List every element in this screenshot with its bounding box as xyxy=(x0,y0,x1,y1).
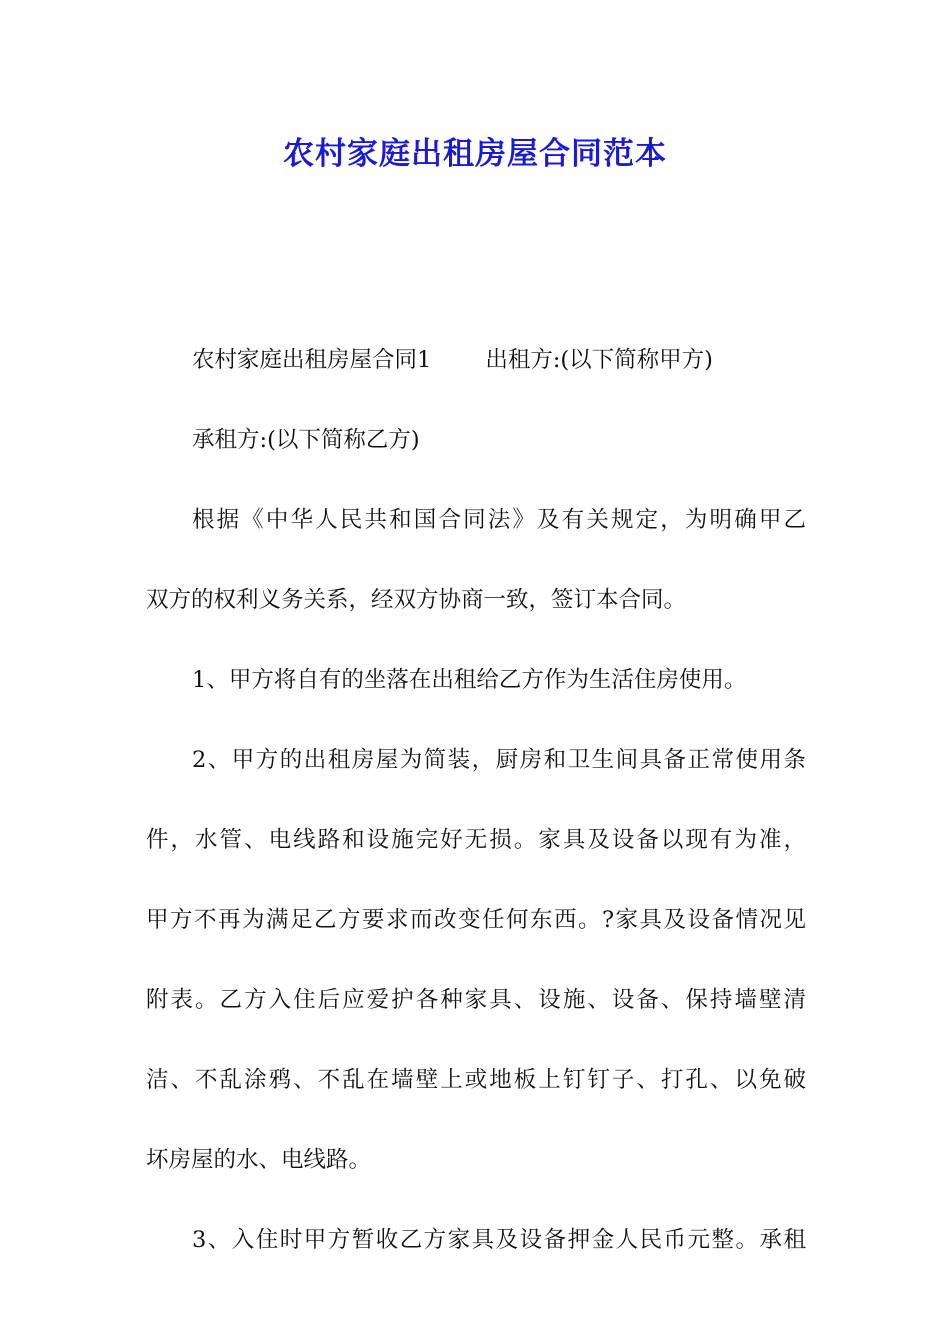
intro-line xyxy=(146,340,806,380)
lessee-paragraph xyxy=(146,420,806,460)
paragraph-line: 根据《中华人民共和国合同法》及有关规定，为明确甲乙 xyxy=(192,507,806,533)
document-body xyxy=(146,340,806,1260)
lessee-line: 承租方:(以下简称乙方) xyxy=(192,427,420,453)
paragraph-line: 洁、不乱涂鸦、不乱在墙壁上或地板上钉钉子、打孔、以免破 xyxy=(146,1067,806,1093)
clause-2 xyxy=(146,740,806,1180)
document-title: 农村家庭出租房屋合同范本 xyxy=(283,136,667,172)
paragraph-line: 坏房屋的水、电线路。 xyxy=(146,1147,372,1173)
paragraph-line: 3、入住时甲方暂收乙方家具及设备押金人民币元整。承租 xyxy=(192,1227,806,1253)
contract-number-heading: 农村家庭出租房屋合同1 xyxy=(192,347,432,373)
paragraph-line: 甲方不再为满足乙方要求而改变任何东西。?家具及设备情况见 xyxy=(146,907,806,933)
intro-paragraph xyxy=(146,340,806,380)
paragraph-line: 2、甲方的出租房屋为简装，厨房和卫生间具备正常使用条 xyxy=(192,747,806,773)
clause-3 xyxy=(146,1220,806,1260)
paragraph-line: 双方的权利义务关系，经双方协商一致，签订本合同。 xyxy=(146,587,687,613)
paragraph-line: 附表。乙方入住后应爱护各种家具、设施、设备、保持墙壁清 xyxy=(146,987,806,1013)
paragraph-line: 件，水管、电线路和设施完好无损。家具及设备以现有为准， xyxy=(146,827,806,853)
clause-1 xyxy=(146,660,806,700)
paragraph-line: 1、甲方将自有的坐落在出租给乙方作为生活住房使用。 xyxy=(192,667,747,693)
lessor-line: 出租方:(以下简称甲方) xyxy=(485,347,713,373)
preamble-paragraph xyxy=(146,500,806,620)
